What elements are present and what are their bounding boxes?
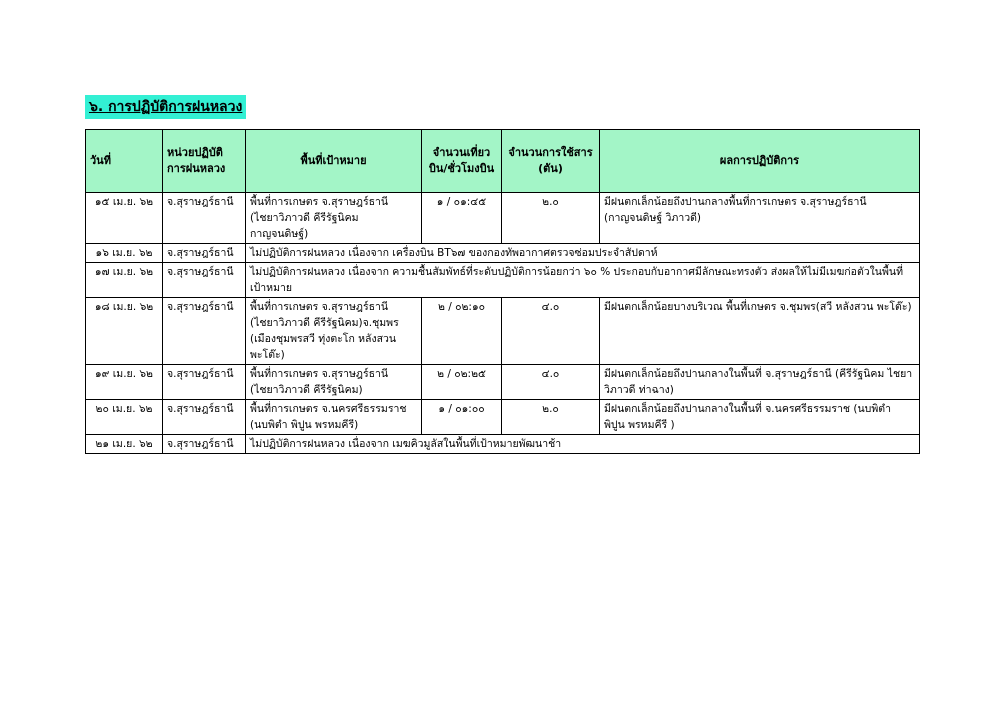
cell-unit: จ.สุราษฎร์ธานี [163, 244, 246, 263]
cell-chemicals: ๔.๐ [502, 298, 600, 365]
header-target-area: พื้นที่เป้าหมาย [246, 130, 422, 193]
cell-flights-hours: ๑ / ๐๑:๐๐ [422, 400, 502, 435]
cell-date: ๑๕ เม.ย. ๖๒ [86, 193, 163, 244]
cell-unit: จ.สุราษฎร์ธานี [163, 400, 246, 435]
header-unit: หน่วยปฏิบัติการฝนหลวง [163, 130, 246, 193]
cell-result: มีฝนตกเล็กน้อยถึงปานกลางในพื้นที่ จ.นครศรีธรรมราช (นบพิตำ พิปูน พรหมคีรี ) [600, 400, 920, 435]
header-result: ผลการปฏิบัติการ [600, 130, 920, 193]
cell-chemicals: ๒.๐ [502, 400, 600, 435]
cell-no-operation-note: ไม่ปฏิบัติการฝนหลวง เนื่องจาก ความชื้นสัมพัทธ์ที่ระดับปฏิบัติการน้อยกว่า ๖๐ % ประกอบกับอากาศมีลักษณะทรงตัว ส่งผลให้ไม่มีเมฆก่อตัวในพื้นที่เป้าหมาย [246, 263, 920, 298]
rainmaking-operations-table [85, 129, 920, 454]
cell-flights-hours: ๒ / ๐๒:๒๕ [422, 365, 502, 400]
cell-chemicals: ๒.๐ [502, 193, 600, 244]
cell-chemicals: ๔.๐ [502, 365, 600, 400]
cell-unit: จ.สุราษฎร์ธานี [163, 193, 246, 244]
cell-result: มีฝนตกเล็กน้อยถึงปานกลางพื้นที่การเกษตร จ.สุราษฎร์ธานี (กาญจนดิษฐ์ วิภาวดี) [600, 193, 920, 244]
header-flights-hours: จำนวนเที่ยวบิน/ชั่วโมงบิน [422, 130, 502, 193]
header-chemicals: จำนวนการใช้สาร (ตัน) [502, 130, 600, 193]
table-row [86, 365, 920, 400]
table-row [86, 400, 920, 435]
table-row [86, 435, 920, 454]
cell-result: มีฝนตกเล็กน้อยถึงปานกลางในพื้นที่ จ.สุราษฎร์ธานี (คีรีรัฐนิคม ไชยาวิภาวดี ท่าฉาง) [600, 365, 920, 400]
cell-unit: จ.สุราษฎร์ธานี [163, 263, 246, 298]
table-row [86, 298, 920, 365]
cell-date: ๑๘ เม.ย. ๖๒ [86, 298, 163, 365]
cell-date: ๑๖ เม.ย. ๖๒ [86, 244, 163, 263]
cell-flights-hours: ๒ / ๐๒:๑๐ [422, 298, 502, 365]
cell-target-area: พื้นที่การเกษตร จ.สุราษฎร์ธานี (ไชยาวิภาวดี คีรีรัฐนิคม กาญจนดิษฐ์) [246, 193, 422, 244]
cell-date: ๑๙ เม.ย. ๖๒ [86, 365, 163, 400]
cell-unit: จ.สุราษฎร์ธานี [163, 435, 246, 454]
cell-date: ๑๗ เม.ย. ๖๒ [86, 263, 163, 298]
table-row [86, 263, 920, 298]
cell-target-area: พื้นที่การเกษตร จ.สุราษฎร์ธานี (ไชยาวิภาวดี คีรีรัฐนิคม) [246, 365, 422, 400]
section-title: ๖. การปฏิบัติการฝนหลวง [85, 95, 246, 119]
cell-no-operation-note: ไม่ปฏิบัติการฝนหลวง เนื่องจาก เมฆคิวมูลัสในพื้นที่เป้าหมายพัฒนาช้า [246, 435, 920, 454]
table-row [86, 244, 920, 263]
cell-no-operation-note: ไม่ปฏิบัติการฝนหลวง เนื่องจาก เครื่องบิน BT๖๗ ของกองทัพอากาศตรวจซ่อมประจำสัปดาห์ [246, 244, 920, 263]
cell-flights-hours: ๑ / ๐๑:๔๕ [422, 193, 502, 244]
cell-target-area: พื้นที่การเกษตร จ.นครศรีธรรมราช (นบพิตำ พิปูน พรหมคีรี) [246, 400, 422, 435]
cell-unit: จ.สุราษฎร์ธานี [163, 298, 246, 365]
cell-target-area: พื้นที่การเกษตร จ.สุราษฎร์ธานี (ไชยาวิภาวดี คีรีรัฐนิคม)จ.ชุมพร (เมืองชุมพรสวี ทุ่งตะโก หลังสวน พะโต๊ะ) [246, 298, 422, 365]
table-header-row [86, 130, 920, 193]
cell-unit: จ.สุราษฎร์ธานี [163, 365, 246, 400]
cell-date: ๒๑ เม.ย. ๖๒ [86, 435, 163, 454]
cell-date: ๒๐ เม.ย. ๖๒ [86, 400, 163, 435]
cell-result: มีฝนตกเล็กน้อยบางบริเวณ พื้นที่เกษตร จ.ชุมพร(สวี หลังสวน พะโต๊ะ) [600, 298, 920, 365]
table-row [86, 193, 920, 244]
header-date: วันที่ [86, 130, 163, 193]
